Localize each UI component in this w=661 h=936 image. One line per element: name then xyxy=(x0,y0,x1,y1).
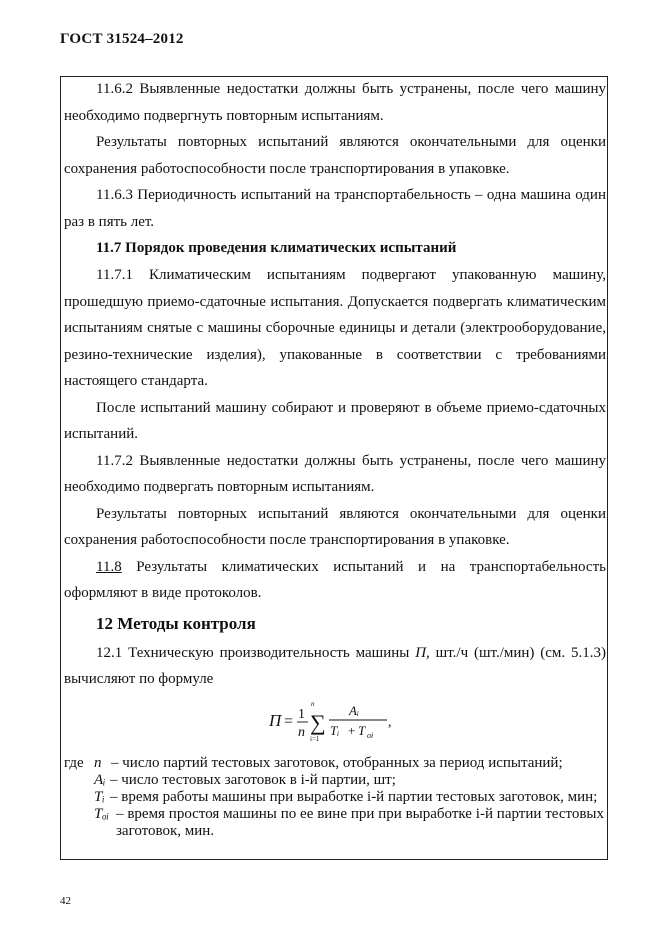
productivity-symbol: П, xyxy=(415,644,430,661)
definition-item xyxy=(64,806,606,840)
definition-text: – число тестовых заготовок в i-й партии, шт; xyxy=(110,771,396,788)
paragraph-12-1-end: шт./ч (шт./мин) (см. 5.1.3) вычисляют по формуле xyxy=(64,644,607,687)
paragraph-11-7-1: 11.7.1 Климатическим испытаниям подвергают упакованную машину, прошедшую приемо-сдаточные испытания. Допускается подвергать климатическим испытаниям снятые с машины сборочные единицы и детали (электрооборудование, резино-технические изделия), упакованные в соответствии с требованиями настоящего стандарта. xyxy=(64,267,606,389)
definition-text: – время работы машины при выработке i-й партии тестовых заготовок, мин; xyxy=(110,788,598,805)
paragraph-results-1: Результаты повторных испытаний являются окончательными для оценки сохранения работоспособности после транспортирования в упаковке. xyxy=(64,134,606,177)
formula-coef-denominator: n xyxy=(298,724,305,740)
definition-symbol: Aᵢ xyxy=(94,771,106,788)
formula-comma: , xyxy=(388,714,392,730)
heading-12: 12 Методы контроля xyxy=(96,613,256,633)
formula-graphic xyxy=(269,697,429,749)
definition-symbol: Tᵢ xyxy=(94,788,105,805)
definitions-where-label: где xyxy=(64,754,84,771)
paragraph-11-8-text: Результаты климатических испытаний и на транспортабельность оформляют в виде протоколов. xyxy=(64,558,606,601)
definition-item xyxy=(64,772,606,789)
page-number: 42 xyxy=(60,895,71,907)
formula-lhs: П xyxy=(269,710,282,730)
formula-sum-lower: i=1 xyxy=(310,734,320,743)
paragraph-results-2: Результаты повторных испытаний являются окончательными для оценки сохранения работоспособности после транспортирования в упаковке. xyxy=(64,505,606,548)
document-standard-header: ГОСТ 31524–2012 xyxy=(60,31,184,47)
paragraph-11-6-2: 11.6.2 Выявленные недостатки должны быть устранены, после чего машину необходимо подвергнуть повторным испытаниям. xyxy=(64,81,606,124)
paragraph-12-1 xyxy=(64,640,606,693)
definition-item xyxy=(64,789,606,806)
paragraph-11-8 xyxy=(64,554,606,607)
definition-item xyxy=(64,755,606,772)
definition-symbol: Tₒᵢ xyxy=(94,805,109,822)
formula-fraction-numerator: Aᵢ xyxy=(349,702,359,718)
definitions-list xyxy=(64,755,606,840)
heading-11-7: 11.7 Порядок проведения климатических испытаний xyxy=(96,240,457,256)
definition-text: – число партий тестовых заготовок, отобранных за период испытаний; xyxy=(111,754,563,771)
definition-text: – время простоя машины по ее вине при при выработке i-й партии тестовых заготовок, мин. xyxy=(116,805,604,839)
formula-denominator-term2: T xyxy=(358,722,366,738)
formula xyxy=(64,693,606,751)
paragraph-after-tests: После испытаний машину собирают и проверяют в объеме приемо-сдаточных испытаний. xyxy=(64,399,606,442)
paragraph-11-7-2: 11.7.2 Выявленные недостатки должны быть устранены, после чего машину необходимо подвергать повторным испытаниям. xyxy=(64,452,606,495)
sigma-icon: ∑ xyxy=(310,709,326,735)
paragraph-12-1-start: 12.1 Техническую производительность машины xyxy=(96,644,416,661)
formula-plus: + xyxy=(348,722,356,738)
paragraph-11-6-3: 11.6.3 Периодичность испытаний на транспортабельность – одна машина один раз в пять лет. xyxy=(64,187,606,230)
formula-denominator-subscript: oi xyxy=(367,730,374,740)
definition-symbol: n xyxy=(94,754,102,771)
formula-equals: = xyxy=(284,712,294,730)
formula-coef-numerator: 1 xyxy=(298,706,305,722)
formula-denominator-term1: Tᵢ xyxy=(330,722,340,738)
document-body xyxy=(64,76,606,840)
section-number-11-8: 11.8 xyxy=(96,558,122,575)
formula-sum-upper: n xyxy=(311,699,315,708)
